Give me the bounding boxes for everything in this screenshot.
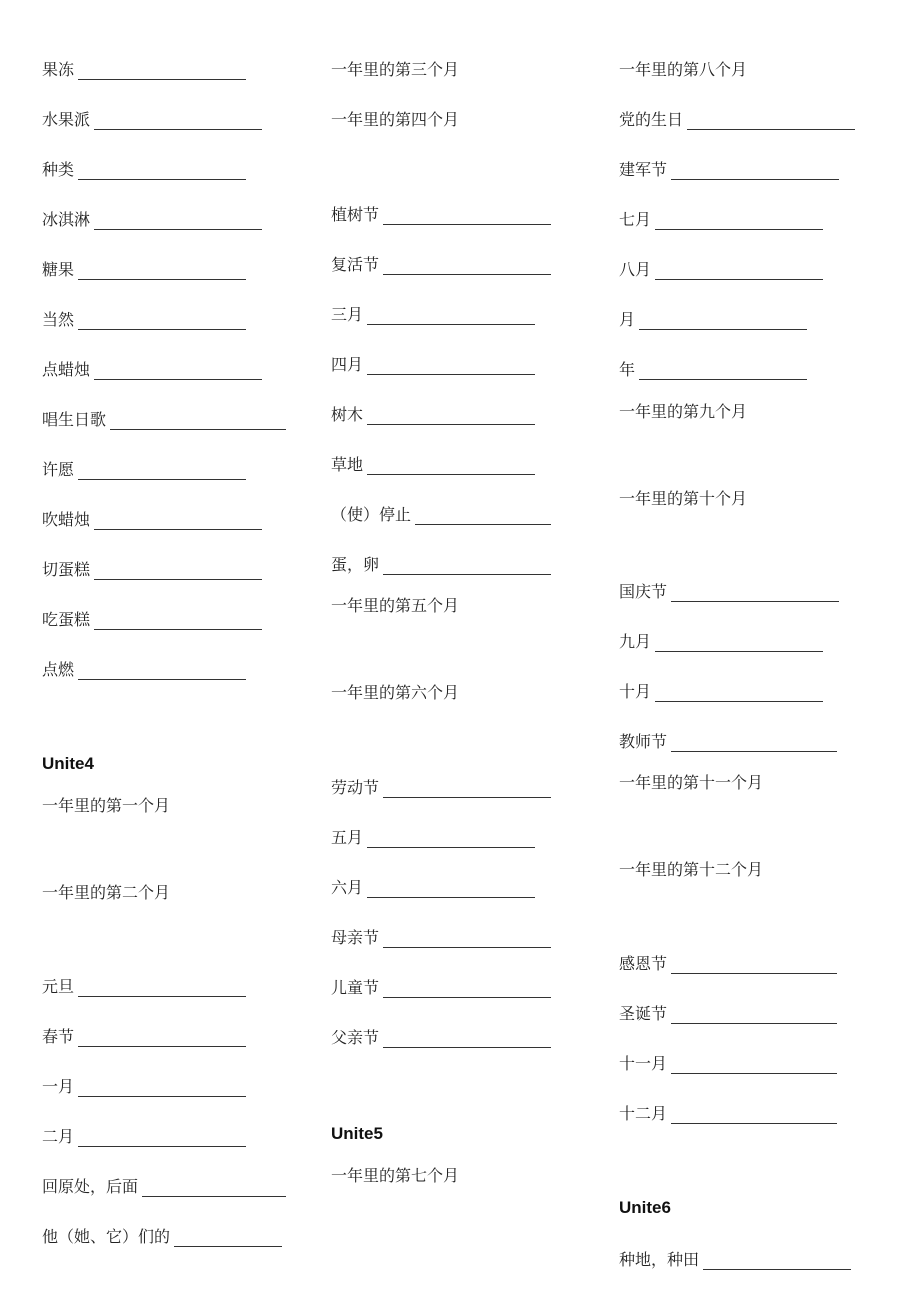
vocab-item xyxy=(42,510,262,530)
item-label: 果冻 xyxy=(42,60,75,79)
vocab-item xyxy=(331,928,551,948)
item-label: 复活节 xyxy=(331,255,380,274)
answer-blank[interactable] xyxy=(78,163,246,180)
answer-blank[interactable] xyxy=(78,463,246,480)
answer-blank[interactable] xyxy=(94,513,262,530)
item-label: 年 xyxy=(619,360,636,379)
item-label: 一年里的第六个月 xyxy=(331,683,460,702)
item-label: 一年里的第一个月 xyxy=(42,796,171,815)
answer-blank[interactable] xyxy=(174,1230,282,1247)
answer-blank[interactable] xyxy=(655,213,823,230)
vocab-item xyxy=(619,110,855,130)
item-label: 建军节 xyxy=(619,160,668,179)
vocab-item xyxy=(331,1166,459,1186)
answer-blank[interactable] xyxy=(383,258,551,275)
answer-blank[interactable] xyxy=(655,263,823,280)
answer-blank[interactable] xyxy=(367,308,535,325)
answer-blank[interactable] xyxy=(687,113,855,130)
answer-blank[interactable] xyxy=(671,163,839,180)
item-label: 党的生日 xyxy=(619,110,684,129)
answer-blank[interactable] xyxy=(367,408,535,425)
answer-blank[interactable] xyxy=(671,1107,837,1124)
vocab-item xyxy=(619,773,763,793)
vocab-item xyxy=(42,796,170,816)
answer-blank[interactable] xyxy=(94,113,262,130)
vocab-item xyxy=(619,632,823,652)
item-label: 十二月 xyxy=(619,1104,668,1123)
item-label: 月 xyxy=(619,310,636,329)
vocab-item xyxy=(42,160,246,180)
vocab-item xyxy=(331,455,535,475)
vocab-item xyxy=(42,460,246,480)
answer-blank[interactable] xyxy=(94,563,262,580)
answer-blank[interactable] xyxy=(94,613,262,630)
item-label: 切蛋糕 xyxy=(42,560,91,579)
answer-blank[interactable] xyxy=(110,413,286,430)
item-label: 蛋，卵 xyxy=(331,555,380,574)
vocab-item xyxy=(331,978,551,998)
answer-blank[interactable] xyxy=(671,1007,837,1024)
unit-heading: Unite6 xyxy=(619,1198,671,1217)
item-label: 水果派 xyxy=(42,110,91,129)
answer-blank[interactable] xyxy=(78,1030,246,1047)
vocab-item xyxy=(331,355,535,375)
vocab-item xyxy=(42,1227,282,1247)
vocab-item xyxy=(42,1127,246,1147)
vocab-item xyxy=(619,210,823,230)
answer-blank[interactable] xyxy=(639,363,807,380)
vocab-item xyxy=(619,682,823,702)
item-label: 六月 xyxy=(331,878,364,897)
item-label: 点燃 xyxy=(42,660,75,679)
vocab-item xyxy=(42,1027,246,1047)
item-label: 劳动节 xyxy=(331,778,380,797)
vocab-item xyxy=(331,878,535,898)
item-label: 一年里的第二个月 xyxy=(42,883,171,902)
answer-blank[interactable] xyxy=(78,663,246,680)
item-label: 植树节 xyxy=(331,205,380,224)
answer-blank[interactable] xyxy=(383,931,551,948)
item-label: 一年里的第八个月 xyxy=(619,60,748,79)
vocab-item xyxy=(619,732,837,752)
vocab-item xyxy=(331,505,551,525)
item-label: 一年里的第十一个月 xyxy=(619,773,764,792)
vocab-item xyxy=(42,310,246,330)
item-label: 儿童节 xyxy=(331,978,380,997)
item-label: 树木 xyxy=(331,405,364,424)
answer-blank[interactable] xyxy=(78,980,246,997)
item-label: 草地 xyxy=(331,455,364,474)
vocab-item xyxy=(42,1177,286,1197)
answer-blank[interactable] xyxy=(383,981,551,998)
vocab-item xyxy=(619,360,807,380)
item-label: 三月 xyxy=(331,305,364,324)
item-label: 五月 xyxy=(331,828,364,847)
item-label: 糖果 xyxy=(42,260,75,279)
answer-blank[interactable] xyxy=(78,263,246,280)
item-label: 圣诞节 xyxy=(619,1004,668,1023)
answer-blank[interactable] xyxy=(94,213,262,230)
answer-blank[interactable] xyxy=(703,1253,851,1270)
vocab-item xyxy=(42,260,246,280)
item-label: 七月 xyxy=(619,210,652,229)
answer-blank[interactable] xyxy=(383,781,551,798)
item-label: 一年里的第十二个月 xyxy=(619,860,764,879)
item-label: 吃蛋糕 xyxy=(42,610,91,629)
item-label: 四月 xyxy=(331,355,364,374)
answer-blank[interactable] xyxy=(367,358,535,375)
answer-blank[interactable] xyxy=(671,1057,837,1074)
answer-blank[interactable] xyxy=(142,1180,286,1197)
vocab-item xyxy=(619,1104,837,1124)
answer-blank[interactable] xyxy=(383,1031,551,1048)
vocab-item xyxy=(331,405,535,425)
item-label: 九月 xyxy=(619,632,652,651)
vocab-item xyxy=(42,660,246,680)
item-label: 十一月 xyxy=(619,1054,668,1073)
vocab-item xyxy=(42,977,246,997)
item-label: 元旦 xyxy=(42,977,75,996)
item-label: 春节 xyxy=(42,1027,75,1046)
item-label: （使）停止 xyxy=(331,505,412,524)
item-label: 吹蜡烛 xyxy=(42,510,91,529)
vocab-item xyxy=(331,596,459,616)
item-label: 一年里的第四个月 xyxy=(331,110,460,129)
vocab-item xyxy=(42,1077,246,1097)
item-label: 冰淇淋 xyxy=(42,210,91,229)
vocab-item xyxy=(619,489,747,509)
item-label: 父亲节 xyxy=(331,1028,380,1047)
vocab-item xyxy=(331,683,459,703)
answer-blank[interactable] xyxy=(671,585,839,602)
answer-blank[interactable] xyxy=(78,1130,246,1147)
vocab-item xyxy=(42,210,262,230)
item-label: 感恩节 xyxy=(619,954,668,973)
item-label: 国庆节 xyxy=(619,582,668,601)
item-label: 回原处，后面 xyxy=(42,1177,139,1196)
item-label: 许愿 xyxy=(42,460,75,479)
unit-heading: Unite5 xyxy=(331,1124,383,1143)
answer-blank[interactable] xyxy=(367,881,535,898)
vocab-item xyxy=(42,60,246,80)
vocab-item xyxy=(42,110,262,130)
vocab-item xyxy=(331,60,459,80)
vocab-item xyxy=(619,1054,837,1074)
vocab-item xyxy=(331,205,551,225)
answer-blank[interactable] xyxy=(671,957,837,974)
vocab-item xyxy=(42,883,170,903)
vocab-item xyxy=(331,305,535,325)
vocab-item xyxy=(619,60,747,80)
answer-blank[interactable] xyxy=(78,63,246,80)
vocab-item xyxy=(619,1004,837,1024)
vocab-item xyxy=(42,610,262,630)
vocab-item xyxy=(42,410,286,430)
answer-blank[interactable] xyxy=(671,735,837,752)
vocab-item xyxy=(619,582,839,602)
vocab-item xyxy=(331,255,551,275)
vocab-item xyxy=(331,828,535,848)
answer-blank[interactable] xyxy=(78,313,246,330)
answer-blank[interactable] xyxy=(655,635,823,652)
answer-blank[interactable] xyxy=(367,458,535,475)
vocab-item xyxy=(619,1250,851,1270)
item-label: 母亲节 xyxy=(331,928,380,947)
item-label: 一年里的第十个月 xyxy=(619,489,748,508)
item-label: 一年里的第三个月 xyxy=(331,60,460,79)
answer-blank[interactable] xyxy=(367,831,535,848)
answer-blank[interactable] xyxy=(383,558,551,575)
item-label: 当然 xyxy=(42,310,75,329)
answer-blank[interactable] xyxy=(415,508,551,525)
item-label: 十月 xyxy=(619,682,652,701)
answer-blank[interactable] xyxy=(655,685,823,702)
vocab-item xyxy=(331,555,551,575)
item-label: 唱生日歌 xyxy=(42,410,107,429)
unit-heading: Unite4 xyxy=(42,754,94,773)
vocab-item xyxy=(619,260,823,280)
vocab-item xyxy=(331,110,459,130)
vocab-item xyxy=(619,160,839,180)
item-label: 八月 xyxy=(619,260,652,279)
item-label: 一年里的第九个月 xyxy=(619,402,748,421)
vocab-item xyxy=(619,402,747,422)
answer-blank[interactable] xyxy=(94,363,262,380)
vocab-item xyxy=(42,560,262,580)
vocab-item xyxy=(619,954,837,974)
answer-blank[interactable] xyxy=(639,313,807,330)
item-label: 他（她、它）们的 xyxy=(42,1227,171,1246)
vocab-item xyxy=(331,1028,551,1048)
answer-blank[interactable] xyxy=(383,208,551,225)
item-label: 点蜡烛 xyxy=(42,360,91,379)
vocab-item xyxy=(619,860,763,880)
item-label: 二月 xyxy=(42,1127,75,1146)
vocab-item xyxy=(619,310,807,330)
item-label: 种类 xyxy=(42,160,75,179)
vocab-item xyxy=(331,778,551,798)
item-label: 种地，种田 xyxy=(619,1250,700,1269)
item-label: 一月 xyxy=(42,1077,75,1096)
vocab-item xyxy=(42,360,262,380)
item-label: 一年里的第五个月 xyxy=(331,596,460,615)
answer-blank[interactable] xyxy=(78,1080,246,1097)
item-label: 教师节 xyxy=(619,732,668,751)
item-label: 一年里的第七个月 xyxy=(331,1166,460,1185)
